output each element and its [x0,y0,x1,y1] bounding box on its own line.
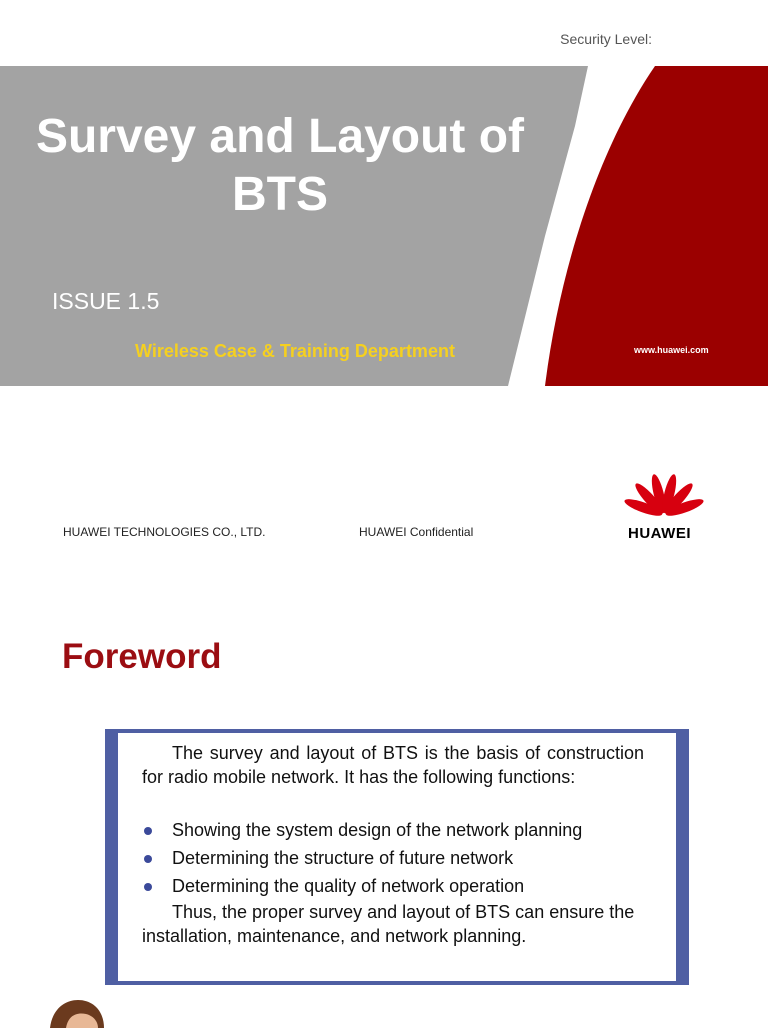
bullet-icon [144,883,152,891]
bullet-icon [144,827,152,835]
department-label: Wireless Case & Training Department [135,341,455,361]
closing-text: Thus, the proper survey and layout of BTS can ensure the installation, maintenance, and network planning. [142,902,635,946]
list-item-text: Showing the system design of the network planning [172,820,583,840]
slide-title: Survey and Layout of BTS [35,110,525,221]
list-item [142,844,652,872]
list-item-text: Determining the quality of network operation [172,876,525,896]
company-name: HUAWEI TECHNOLOGIES CO., LTD. [63,525,266,539]
issue-label: ISSUE 1.5 [52,288,160,314]
foreword-heading: Foreword [62,637,222,676]
intro-text: The survey and layout of BTS is the basis of construction for radio mobile network. It has the following functions: [142,743,644,787]
website-url[interactable]: www.huawei.com [634,345,709,355]
foreword-content-box [105,729,689,985]
list-item [142,816,652,844]
closing-paragraph [142,900,644,948]
confidential-label: HUAWEI Confidential [359,525,474,539]
security-level-label: Security Level: [560,31,652,47]
logo-wordmark: HUAWEI [628,525,691,542]
banner-red-swoosh [545,66,768,386]
foreword-slide [0,590,768,1024]
function-list [142,816,652,900]
intro-paragraph [142,741,644,789]
bullet-icon [144,855,152,863]
list-item [142,872,652,900]
list-item-text: Determining the structure of future network [172,848,514,868]
